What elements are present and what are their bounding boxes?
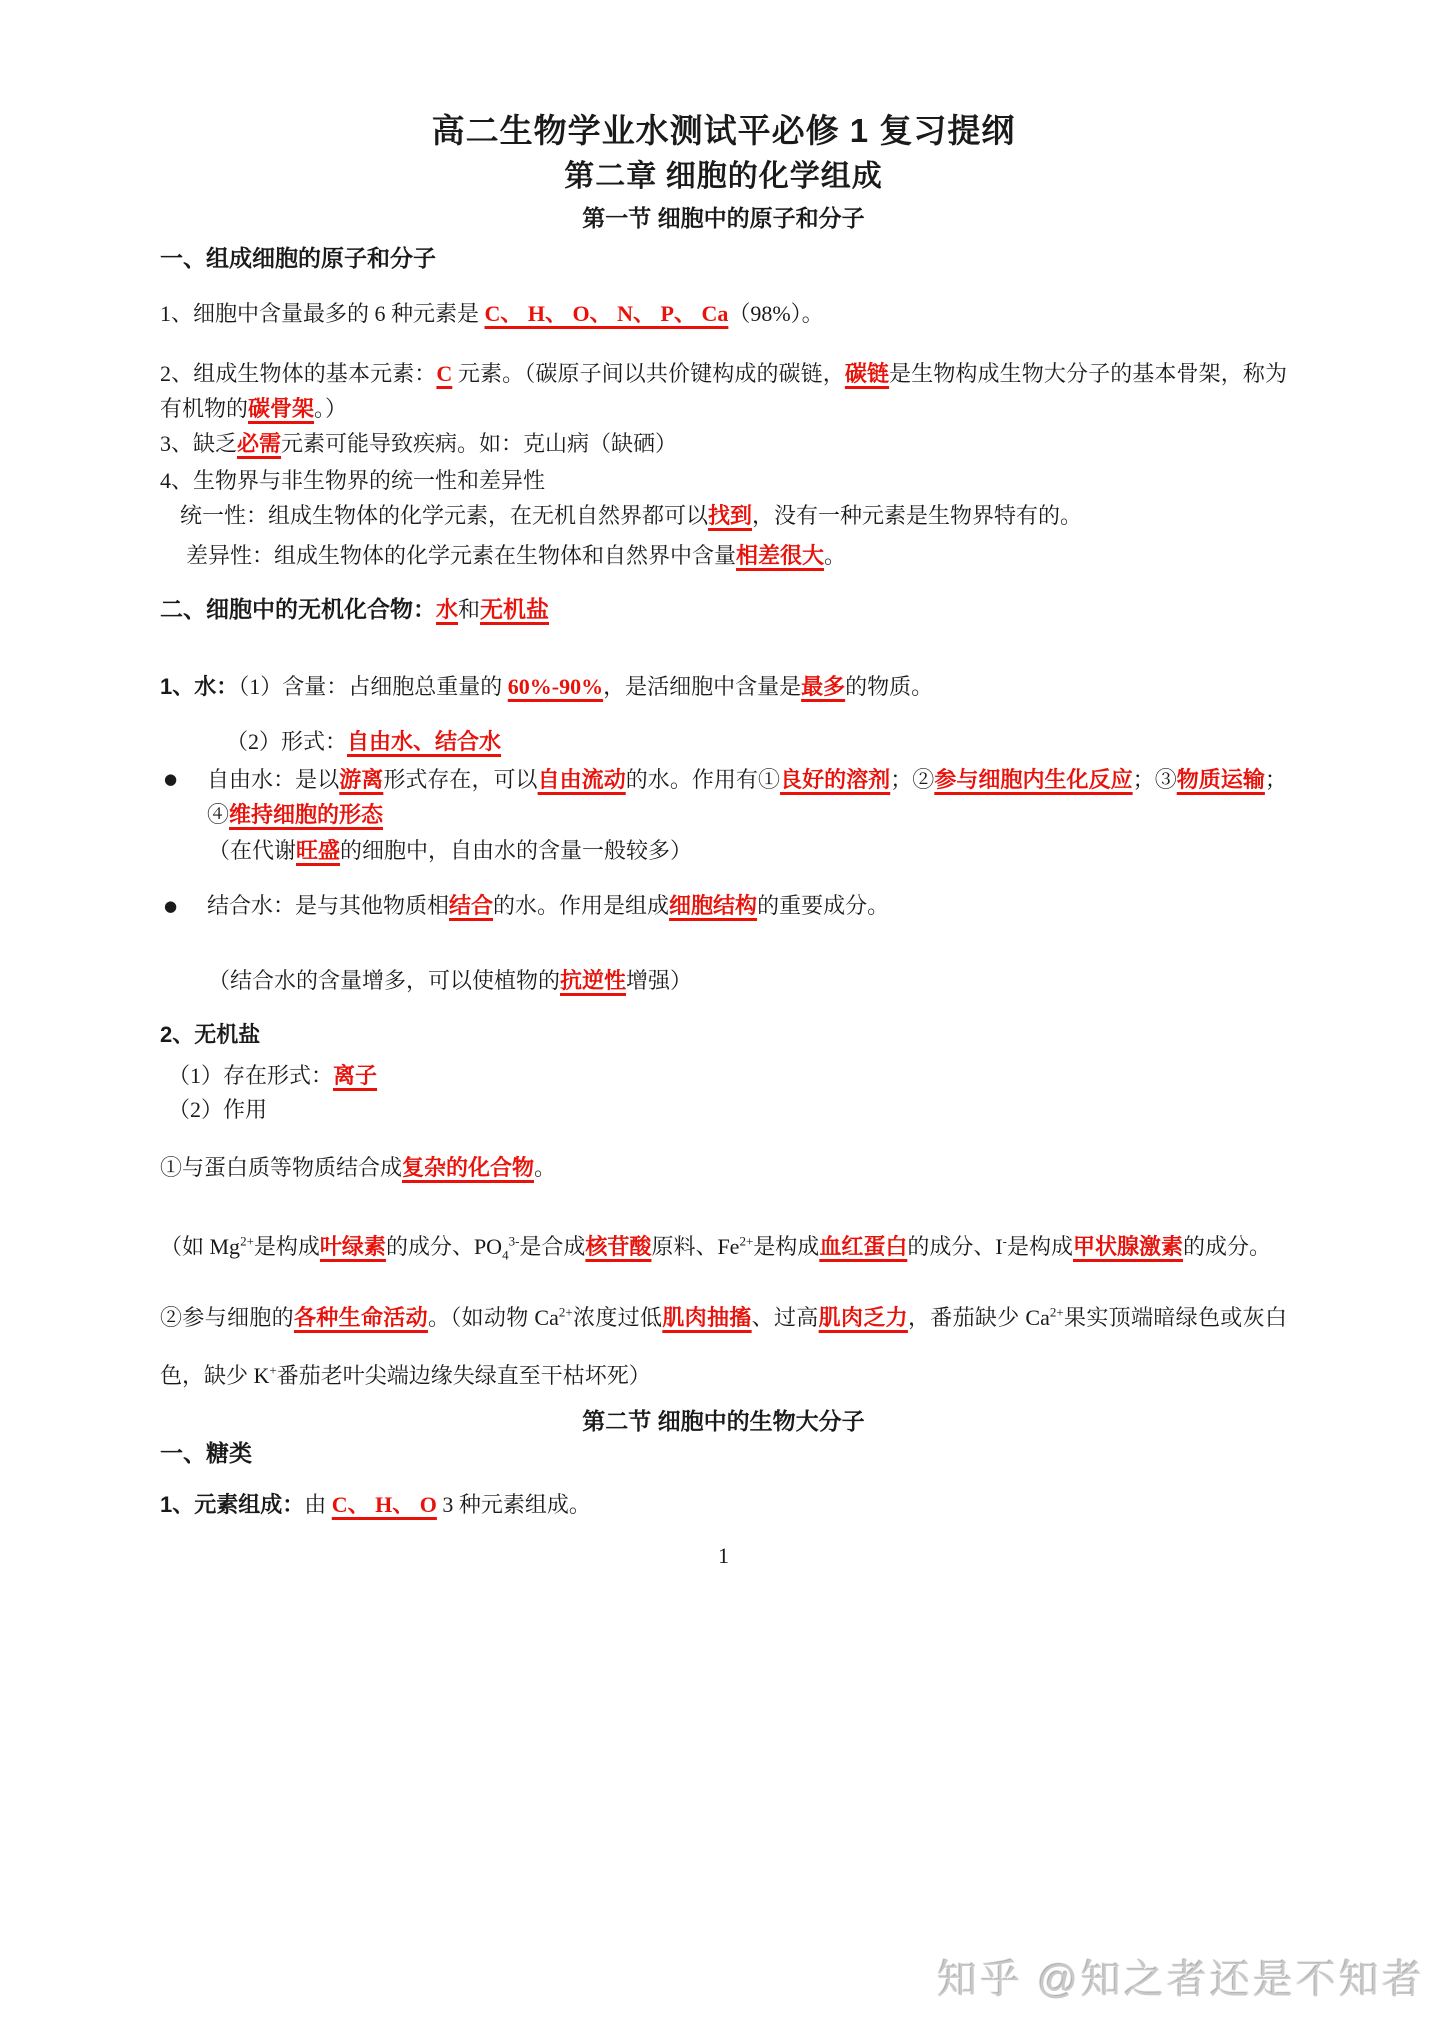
text-run: （结合水的含量增多，可以使植物的 [208,968,561,993]
text-run: 1、细胞中含量最多的 6 种元素是 [160,301,485,326]
text-run: 是构成 [753,1234,820,1259]
text-run: （如 Mg [160,1234,241,1259]
text-run: 浓度过低 [572,1305,663,1330]
line-water-forms [160,727,1287,757]
text-run: 原料、Fe [651,1234,740,1259]
text-run: 游离 [339,767,384,792]
text-run: 旺盛 [296,838,341,863]
text-run: 1 [718,1543,729,1568]
text-run: 的成分、I [907,1234,1003,1259]
text-run: 肌肉抽搐 [662,1305,752,1330]
bullet-text [207,762,1287,832]
text-run: 肌肉乏力 [818,1305,908,1330]
text-run: 结合 [449,893,494,918]
text-run: C、 H、 O、 N、 P、 Ca [484,301,729,326]
text-run: - [1002,1233,1007,1249]
text-run: 增强） [626,968,693,993]
text-run: 。） [314,396,348,421]
note-bound-water [160,966,1287,996]
bullet-free-water [160,762,1287,832]
text-run: 第一节 细胞中的原子和分子 [582,205,865,231]
text-run: 差异性：组成生物体的化学元素在生物体和自然界中含量 [186,543,737,568]
bullet-bound-water [160,891,1287,921]
text-run: 2+ [558,1304,573,1320]
heading-atoms [160,242,1287,274]
text-run: 自由流动 [537,767,626,792]
bullet-text [207,891,1287,921]
text-run: 最多 [801,674,846,699]
item-water [160,672,1287,702]
text-run: ，番茄缺少 Ca [907,1305,1050,1330]
page-number [160,1541,1287,1571]
text-run: 和 [458,597,481,622]
text-run: 细胞结构 [669,893,758,918]
text-run: C [436,361,453,386]
text-run: 叶绿素 [319,1234,386,1259]
text-run: 必需 [237,431,282,456]
text-run: 4 [502,1247,509,1263]
text-run: 果实顶端暗绿色或灰白色，缺少 K [160,1305,1287,1388]
text-run: ；③ [1132,767,1177,792]
bullet-icon: ● [164,897,178,915]
note-free-water [160,836,1287,866]
text-run: ①与蛋白质等物质结合成 [160,1155,403,1180]
section-title-1 [160,202,1287,234]
text-run: （98%）。 [728,301,824,326]
text-run: ；④ [207,767,1287,827]
text-run: 。（如动物 Ca [427,1305,559,1330]
text-run: 的细胞中，自由水的含量一般较多） [340,838,693,863]
text-run: 血红蛋白 [819,1234,908,1259]
text-run: （1）含量：占细胞总重量的 [238,674,508,699]
bullet-icon: ● [164,770,178,788]
text-run: 1、元素组成： [160,1492,305,1517]
text-run: 是构成 [1007,1234,1074,1259]
text-run: 的重要成分。 [757,893,890,918]
line-role-1 [160,1153,1287,1183]
text-run: 复杂的化合物 [402,1155,535,1180]
text-run: 的水。作用是组成 [493,893,670,918]
text-run: 一、组成细胞的原子和分子 [160,245,436,271]
text-run: 离子 [333,1063,378,1088]
text-run: 的水。作用有① [625,767,781,792]
text-run: ，没有一种元素是生物界特有的。 [752,503,1083,528]
text-run: （2）形式： [226,729,348,754]
text-run: 。 [534,1155,557,1180]
text-run: C、 H、 O [331,1492,437,1517]
text-run: 第二章 细胞的化学组成 [564,160,883,193]
text-run: 自由水、结合水 [347,729,502,754]
text-run: 良好的溶剂 [780,767,891,792]
line-salt-form [160,1061,1287,1091]
text-run: 相差很大 [736,543,825,568]
text-run: 3、缺乏 [160,431,238,456]
item-unity-diff [160,466,1287,496]
heading-sugars [160,1437,1287,1469]
text-run: 二、细胞中的无机化合物： [160,596,436,622]
text-run: 抗逆性 [560,968,627,993]
text-run: 统一性：组成生物体的化学元素，在无机自然界都可以 [180,503,709,528]
text-run: 2、组成生物体的基本元素： [160,361,437,386]
text-run: 第二节 细胞中的生物大分子 [582,1408,865,1434]
text-run: 1、水： [160,674,239,699]
text-run: （1）存在形式： [168,1063,334,1088]
item-elements [160,299,1287,329]
chapter-title [160,154,1287,200]
text-run: 甲状腺激素 [1073,1234,1184,1259]
text-run: ；② [890,767,935,792]
text-run: 是合成 [519,1234,586,1259]
doc-title [160,108,1287,154]
text-run: （2）作用 [168,1097,268,1122]
text-run: 。 [824,543,847,568]
para-ion-examples [160,1210,1287,1284]
text-run: 番茄老叶尖端边缘失绿直至干枯坏死） [276,1363,651,1388]
text-run: 无机盐 [480,596,550,622]
para-life-activities [160,1289,1287,1405]
heading-salts [160,1020,1287,1050]
text-run: 4、生物界与非生物界的统一性和差异性 [160,468,546,493]
item-deficiency [160,429,1287,459]
text-run: 各种生命活动 [293,1305,428,1330]
watermark: 知乎 @知之者还是不知者 [937,1958,1425,2002]
line-salt-role [160,1095,1287,1125]
text-run: 2+ [739,1233,754,1249]
text-run: 2+ [1049,1304,1064,1320]
text-run: 是生物构成生物大分子的基本骨架，称为有机物的 [160,361,1287,421]
text-run: 元素。（碳原子间以共价键构成的碳链， [452,361,845,386]
text-run: 高二生物学业水测试平必修 1 复习提纲 [431,112,1016,149]
text-run: 3- [508,1233,520,1249]
text-run: 形式存在，可以 [383,767,538,792]
text-run: 水 [436,597,459,622]
item-sugar-elements [160,1490,1287,1520]
section-title-2 [160,1405,1287,1437]
text-run: 物质运输 [1176,767,1265,792]
heading-inorganic [160,593,1287,626]
text-run: 60%-90% [507,674,604,699]
text-run: 的成分、PO [385,1234,503,1259]
text-run: 自由水：是以 [207,767,340,792]
text-run: （在代谢 [208,838,297,863]
text-run: 、过高 [751,1305,819,1330]
text-run: 找到 [708,503,753,528]
text-run: 维持细胞的形态 [229,802,384,827]
text-run: 的物质。 [845,674,934,699]
text-run: 由 [304,1492,332,1517]
text-run: 碳骨架 [248,396,315,421]
text-run: 碳链 [844,361,890,386]
text-run: 参与细胞内生化反应 [934,767,1133,792]
text-run: 3 种元素组成。 [436,1492,591,1517]
text-run: 一、糖类 [160,1440,252,1466]
text-run: 的成分。 [1183,1234,1272,1259]
text-run: 2、无机盐 [160,1022,261,1047]
text-run: ，是活细胞中含量是 [603,674,802,699]
text-run: + [269,1362,277,1378]
line-difference [160,541,1287,571]
text-run: ②参与细胞的 [160,1305,294,1330]
line-unity [160,501,1287,531]
item-carbon [160,356,1287,426]
text-run: 是构成 [253,1234,320,1259]
text-run: 核苷酸 [585,1234,652,1259]
text-run: 结合水：是与其他物质相 [207,893,450,918]
text-run: 2+ [240,1233,254,1249]
text-run: 元素可能导致疾病。如：克山病（缺硒） [281,431,678,456]
